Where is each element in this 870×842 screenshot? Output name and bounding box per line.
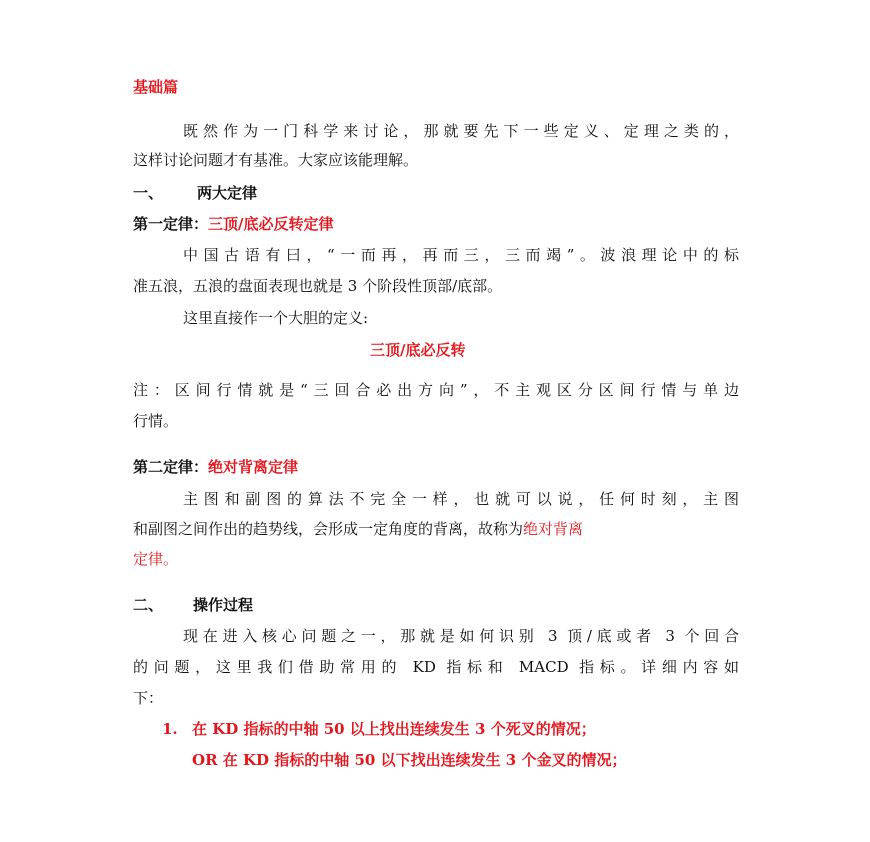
section-2-paragraph-line-2: 的问题，这里我们借助常用的 KD 指标和 MACD 指标。详细内容如 xyxy=(133,658,739,676)
law-2-paragraph-line-2-text: 和副图之间作出的趋势线，会形成一定角度的背离，故称为 xyxy=(133,520,524,538)
law-2-paragraph-line-2 xyxy=(133,519,583,539)
intro-line-2: 这样讨论问题才有基准。大家应该能理解。 xyxy=(133,151,419,169)
list-item-1-or: OR 在 KD 指标的中轴 50 以下找出连续发生 3 个金叉的情况； xyxy=(192,751,627,769)
law-1-label: 第一定律： xyxy=(133,215,209,233)
section-1-number: 一、 xyxy=(133,184,164,202)
section-2-paragraph-line-1: 现在进入核心问题之一，那就是如何识别 3 顶/底或者 3 个回合 xyxy=(183,627,739,645)
list-item-1-number: 1. xyxy=(162,720,178,738)
section-2-number: 二、 xyxy=(133,596,164,614)
law-2-name: 绝对背离定律 xyxy=(208,458,299,476)
list-item-1 xyxy=(162,719,596,739)
law-2-paragraph-line-1: 主图和副图的算法不完全一样，也就可以说，任何时刻，主图 xyxy=(183,490,739,508)
section-2-title: 操作过程 xyxy=(193,596,254,614)
law-2-heading xyxy=(133,457,298,477)
law-2-label: 第二定律： xyxy=(133,458,209,476)
section-1-title: 两大定律 xyxy=(197,184,258,202)
page-heading: 基础篇 xyxy=(133,78,179,96)
list-item-1-text: 在 KD 指标的中轴 50 以上找出连续发生 3 个死叉的情况； xyxy=(192,720,596,738)
law-1-definition: 三顶/底必反转 xyxy=(370,341,466,359)
law-1-heading xyxy=(133,214,334,234)
law-1-definition-intro: 这里直接作一个大胆的定义: xyxy=(183,309,369,327)
law-1-note-line-1: 注：区间行情就是“三回合必出方向”，不主观区分区间行情与单边 xyxy=(133,381,739,399)
law-1-paragraph-line-1: 中国古语有曰，“一而再，再而三，三而竭”。波浪理论中的标 xyxy=(183,246,739,264)
law-2-paragraph-line-3: 定律。 xyxy=(133,550,179,568)
law-1-name: 三顶/底必反转定律 xyxy=(208,215,334,233)
law-1-paragraph-line-2: 准五浪，五浪的盘面表现也就是 3 个阶段性顶部/底部。 xyxy=(133,277,503,295)
law-1-note-line-2: 行情。 xyxy=(133,412,179,430)
section-2-paragraph-line-3: 下： xyxy=(133,689,164,707)
law-2-paragraph-line-2-red: 绝对背离 xyxy=(523,520,584,538)
intro-line-1: 既然作为一门科学来讨论，那就要先下一些定义、定理之类的， xyxy=(183,122,739,140)
